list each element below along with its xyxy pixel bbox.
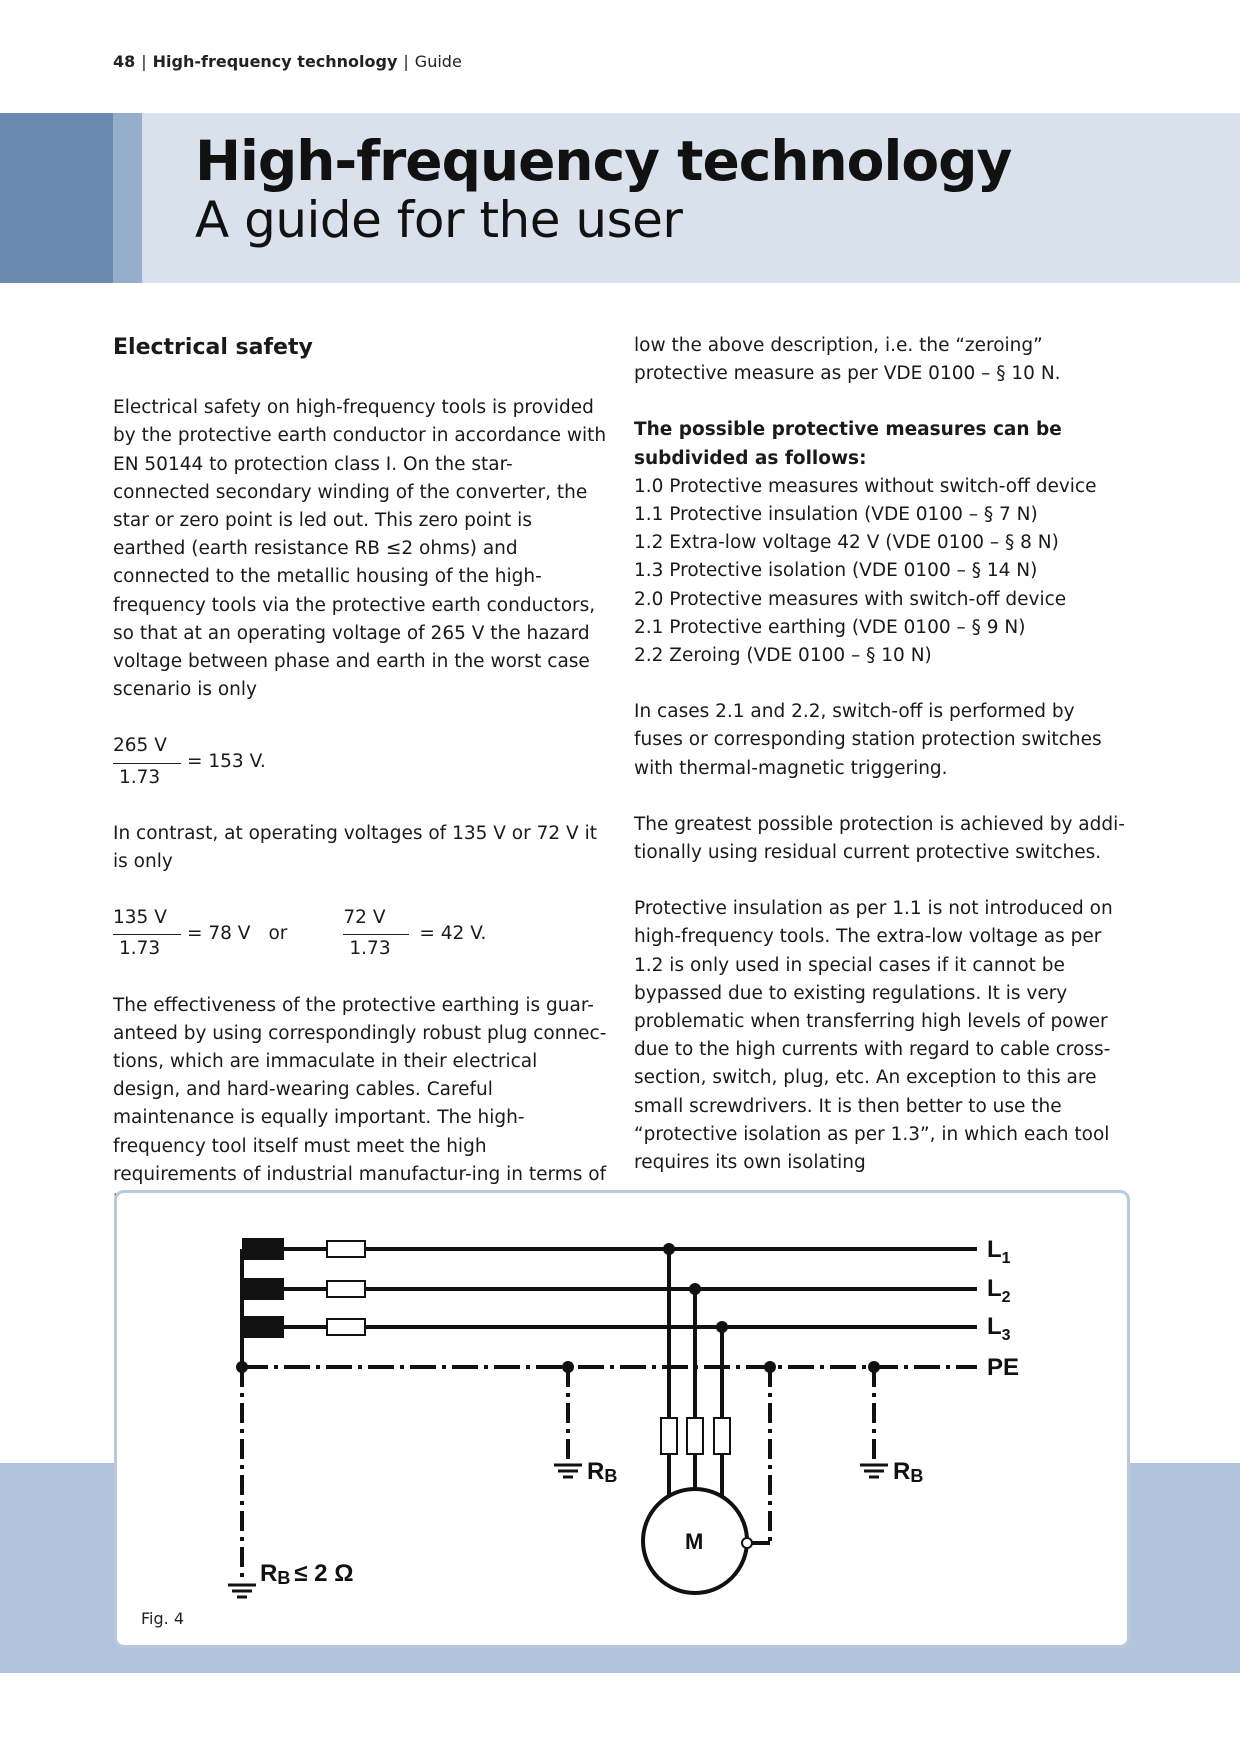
list-heading: The possible protective measures can be subdivided as follows: <box>634 419 1062 469</box>
paragraph: In cases 2.1 and 2.2, switch-off is performed by fuses or corresponding station protection switches with thermal-magnetic triggering. <box>634 701 1102 779</box>
numerator: 135 V <box>113 904 181 935</box>
paragraph: In contrast, at operating voltages of 135 V or 72 V it is only <box>113 822 597 873</box>
running-header: 48 | High-frequency technology | Guide <box>113 52 462 71</box>
label-rb: RB <box>587 1458 618 1486</box>
label-pe: PE <box>987 1354 1020 1381</box>
label-motor: M <box>685 1529 704 1554</box>
banner-accent-dark <box>0 113 113 283</box>
formula <box>113 732 608 791</box>
numerator: 72 V <box>343 904 409 935</box>
list-item: 2.2 Zeroing (VDE 0100 – § 10 N) <box>634 645 932 667</box>
list-item: 1.1 Protective insulation (VDE 0100 – § 7 N) <box>634 504 1038 526</box>
figure-caption: Fig. 4 <box>141 1609 184 1628</box>
fraction <box>343 904 409 963</box>
paragraph: Electrical safety on high-frequency tools is provided by the protective earth conductor in accordance with EN 50144 to protection class I. On the star-connected secondary winding of the converter, the star or zero point is led out. This zero point is earthed (earth resistance RB ≤2 ohms) and connected to the metallic housing of the high-frequency tools via the protective earth conductors, so that at an operating voltage of 265 V the hazard voltage between phase and earth in the worst case scenario is only <box>113 397 607 701</box>
list-item: 2.0 Protective measures with switch-off device <box>634 588 1067 610</box>
label-l3: $L_3$ <box>987 1313 1011 1344</box>
circuit-diagram <box>117 1193 1127 1645</box>
denominator: 1.73 <box>119 766 161 788</box>
label-rb-limit: RB ≤ 2 Ω <box>260 1560 354 1588</box>
page-title: High-frequency technology <box>195 129 1012 193</box>
label-l1: $L_1$ <box>987 1236 1011 1267</box>
right-column <box>634 332 1129 1205</box>
page-subtitle: A guide for the user <box>195 191 683 249</box>
formula-result: = 153 V. <box>187 751 266 773</box>
denominator: 1.73 <box>349 938 391 960</box>
formula <box>113 904 608 963</box>
formula-result: = 78 V <box>187 922 251 944</box>
doc-type: Guide <box>414 52 462 71</box>
list-item: 1.3 Protective isolation (VDE 0100 – § 14 N) <box>634 560 1038 582</box>
formula-result: = 42 V. <box>419 922 487 944</box>
title-banner <box>0 113 1240 283</box>
section-heading: Electrical safety <box>113 335 313 360</box>
label-l2: $L_2$ <box>987 1275 1011 1306</box>
formula-or: or <box>268 922 288 944</box>
paragraph: The greatest possible protection is achieved by addi-tionally using residual current protective switches. <box>634 813 1125 864</box>
numerator: 265 V <box>113 732 181 763</box>
list-item: 2.1 Protective earthing (VDE 0100 – § 9 N) <box>634 616 1026 638</box>
page-number: 48 <box>113 52 136 71</box>
measures-list <box>634 416 1129 670</box>
paragraph: The effectiveness of the protective earthing is guar-anteed by using correspondingly robust plug connec-tions, which are immaculate in their electrical design, and hard-wearing cables. Careful maintenance is equally important. The high-frequency tool itself must meet the high requirements of industrial manufactur-ing in terms of <box>113 994 607 1185</box>
denominator: 1.73 <box>119 938 161 960</box>
list-item: 1.2 Extra-low voltage 42 V (VDE 0100 – § 8 N) <box>634 532 1059 554</box>
paragraph: low the above description, i.e. the “zeroing” protective measure as per VDE 0100 – § 10 N. <box>634 335 1061 385</box>
paragraph: Protective insulation as per 1.1 is not introduced on high-frequency tools. The extra-low voltage as per 1.2 is only used in special cases if it cannot be bypassed due to existing regulations. It is very problematic when transferring high levels of power due to the high currents with regard to cable cross-section, switch, plug, etc. An exception to this are small screwdrivers. It is then better to use the “protective isolation as per 1.3”, in which each tool requires its own isolating <box>634 898 1113 1174</box>
list-item: 1.0 Protective measures without switch-off device <box>634 475 1097 497</box>
fraction <box>113 904 181 963</box>
left-column <box>113 330 608 1245</box>
banner-accent-mid <box>113 113 142 283</box>
section-name: High-frequency technology <box>152 52 398 71</box>
figure-box <box>114 1190 1130 1648</box>
fraction <box>113 732 181 791</box>
label-rb: RB <box>893 1458 924 1486</box>
